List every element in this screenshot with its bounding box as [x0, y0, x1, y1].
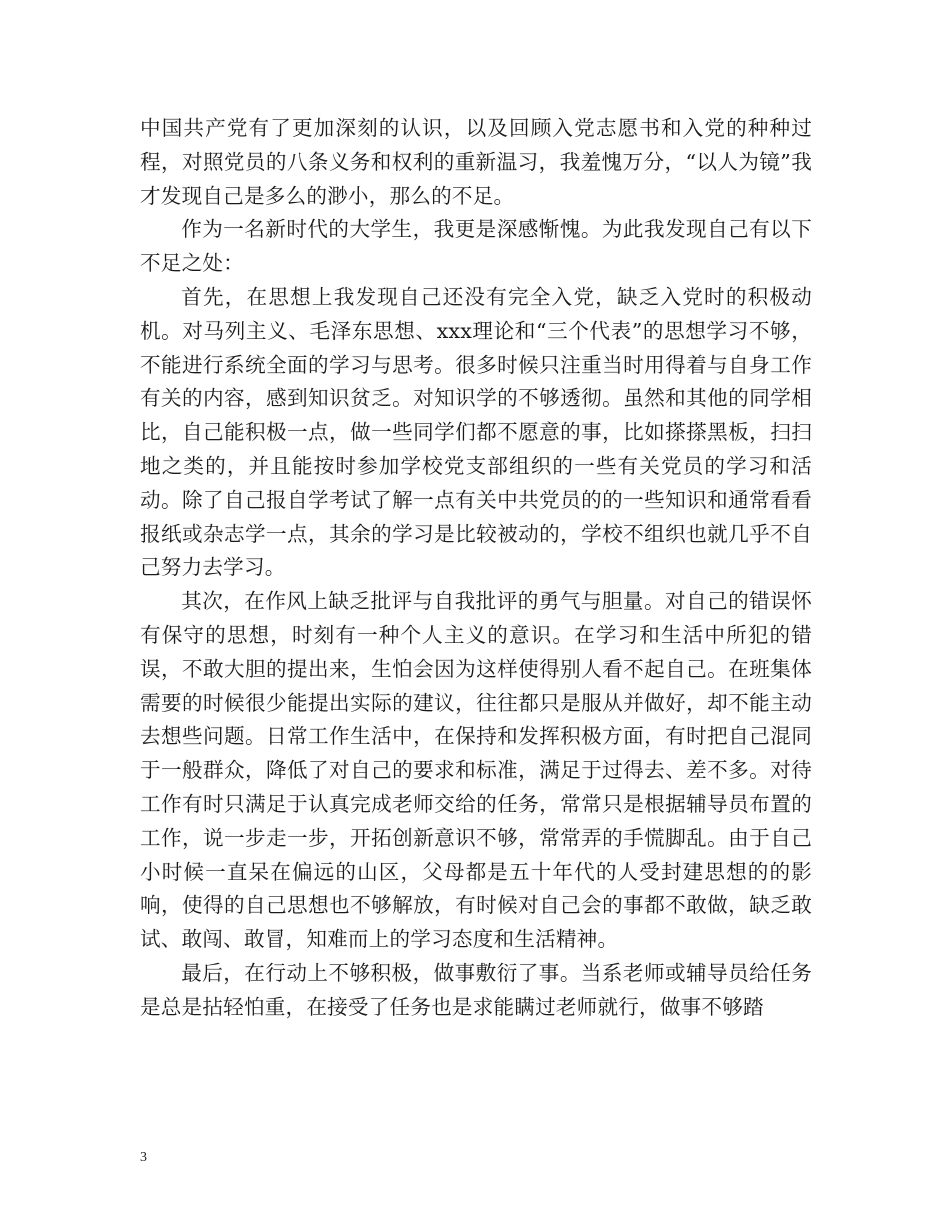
- paragraph-2: 作为一名新时代的大学生，我更是深感惭愧。为此我发现自己有以下不足之处：: [140, 217, 812, 276]
- text-body: [140, 112, 812, 1025]
- paragraph-3: 首先，在思想上我发现自己还没有完全入党，缺乏入党时的积极动机。对马列主义、毛泽东思想、xxx理论和“三个代表”的思想学习不够，不能进行系统全面的学习与思考。很多时候只注重当时用得着与自身工作有关的内容，感到知识贫乏。对知识学的不够透彻。虽然和其他的同学相比，自己能积极一点，做一些同学们都不愿意的事，比如搽搽黑板，扫扫地之类的，并且能按时参加学校党支部组织的一些有关党员的学习和活动。除了自己报自学考试了解一点有关中共党员的的一些知识和通常看看报纸或杂志学一点，其余的学习是比较被动的，学校不组织也就几乎不自己努力去学习。: [140, 284, 812, 580]
- paragraph-4: 其次，在作风上缺乏批评与自我批评的勇气与胆量。对自己的错误怀有保守的思想，时刻有一种个人主义的意识。在学习和生活中所犯的错误，不敢大胆的提出来，生怕会因为这样使得别人看不起自己。在班集体需要的时候很少能提出实际的建议，往往都只是服从并做好，却不能主动去想些问题。日常工作生活中，在保持和发挥积极方面，有时把自己混同于一般群众，降低了对自己的要求和标准，满足于过得去、差不多。对待工作有时只满足于认真完成老师交给的任务，常常只是根据辅导员布置的工作，说一步走一步，开拓创新意识不够，常常弄的手慌脚乱。由于自己小时候一直呆在偏远的山区，父母都是五十年代的人受封建思想的的影响，使得的自己思想也不够解放，有时候对自己会的事都不敢做，缺乏敢试、敢闯、敢冒，知难而上的学习态度和生活精神。: [140, 589, 812, 952]
- paragraph-1: 中国共产党有了更加深刻的认识，以及回顾入党志愿书和入党的种种过程，对照党员的八条义务和权利的重新温习，我羞愧万分，“以人为镜”我才发现自己是多么的渺小，那么的不足。: [140, 116, 812, 208]
- paragraph-5: 最后，在行动上不够积极，做事敷衍了事。当系老师或辅导员给任务是总是拈轻怕重，在接受了任务也是求能瞒过老师就行，做事不够踏: [140, 960, 812, 1019]
- page-number: 3: [140, 1150, 147, 1165]
